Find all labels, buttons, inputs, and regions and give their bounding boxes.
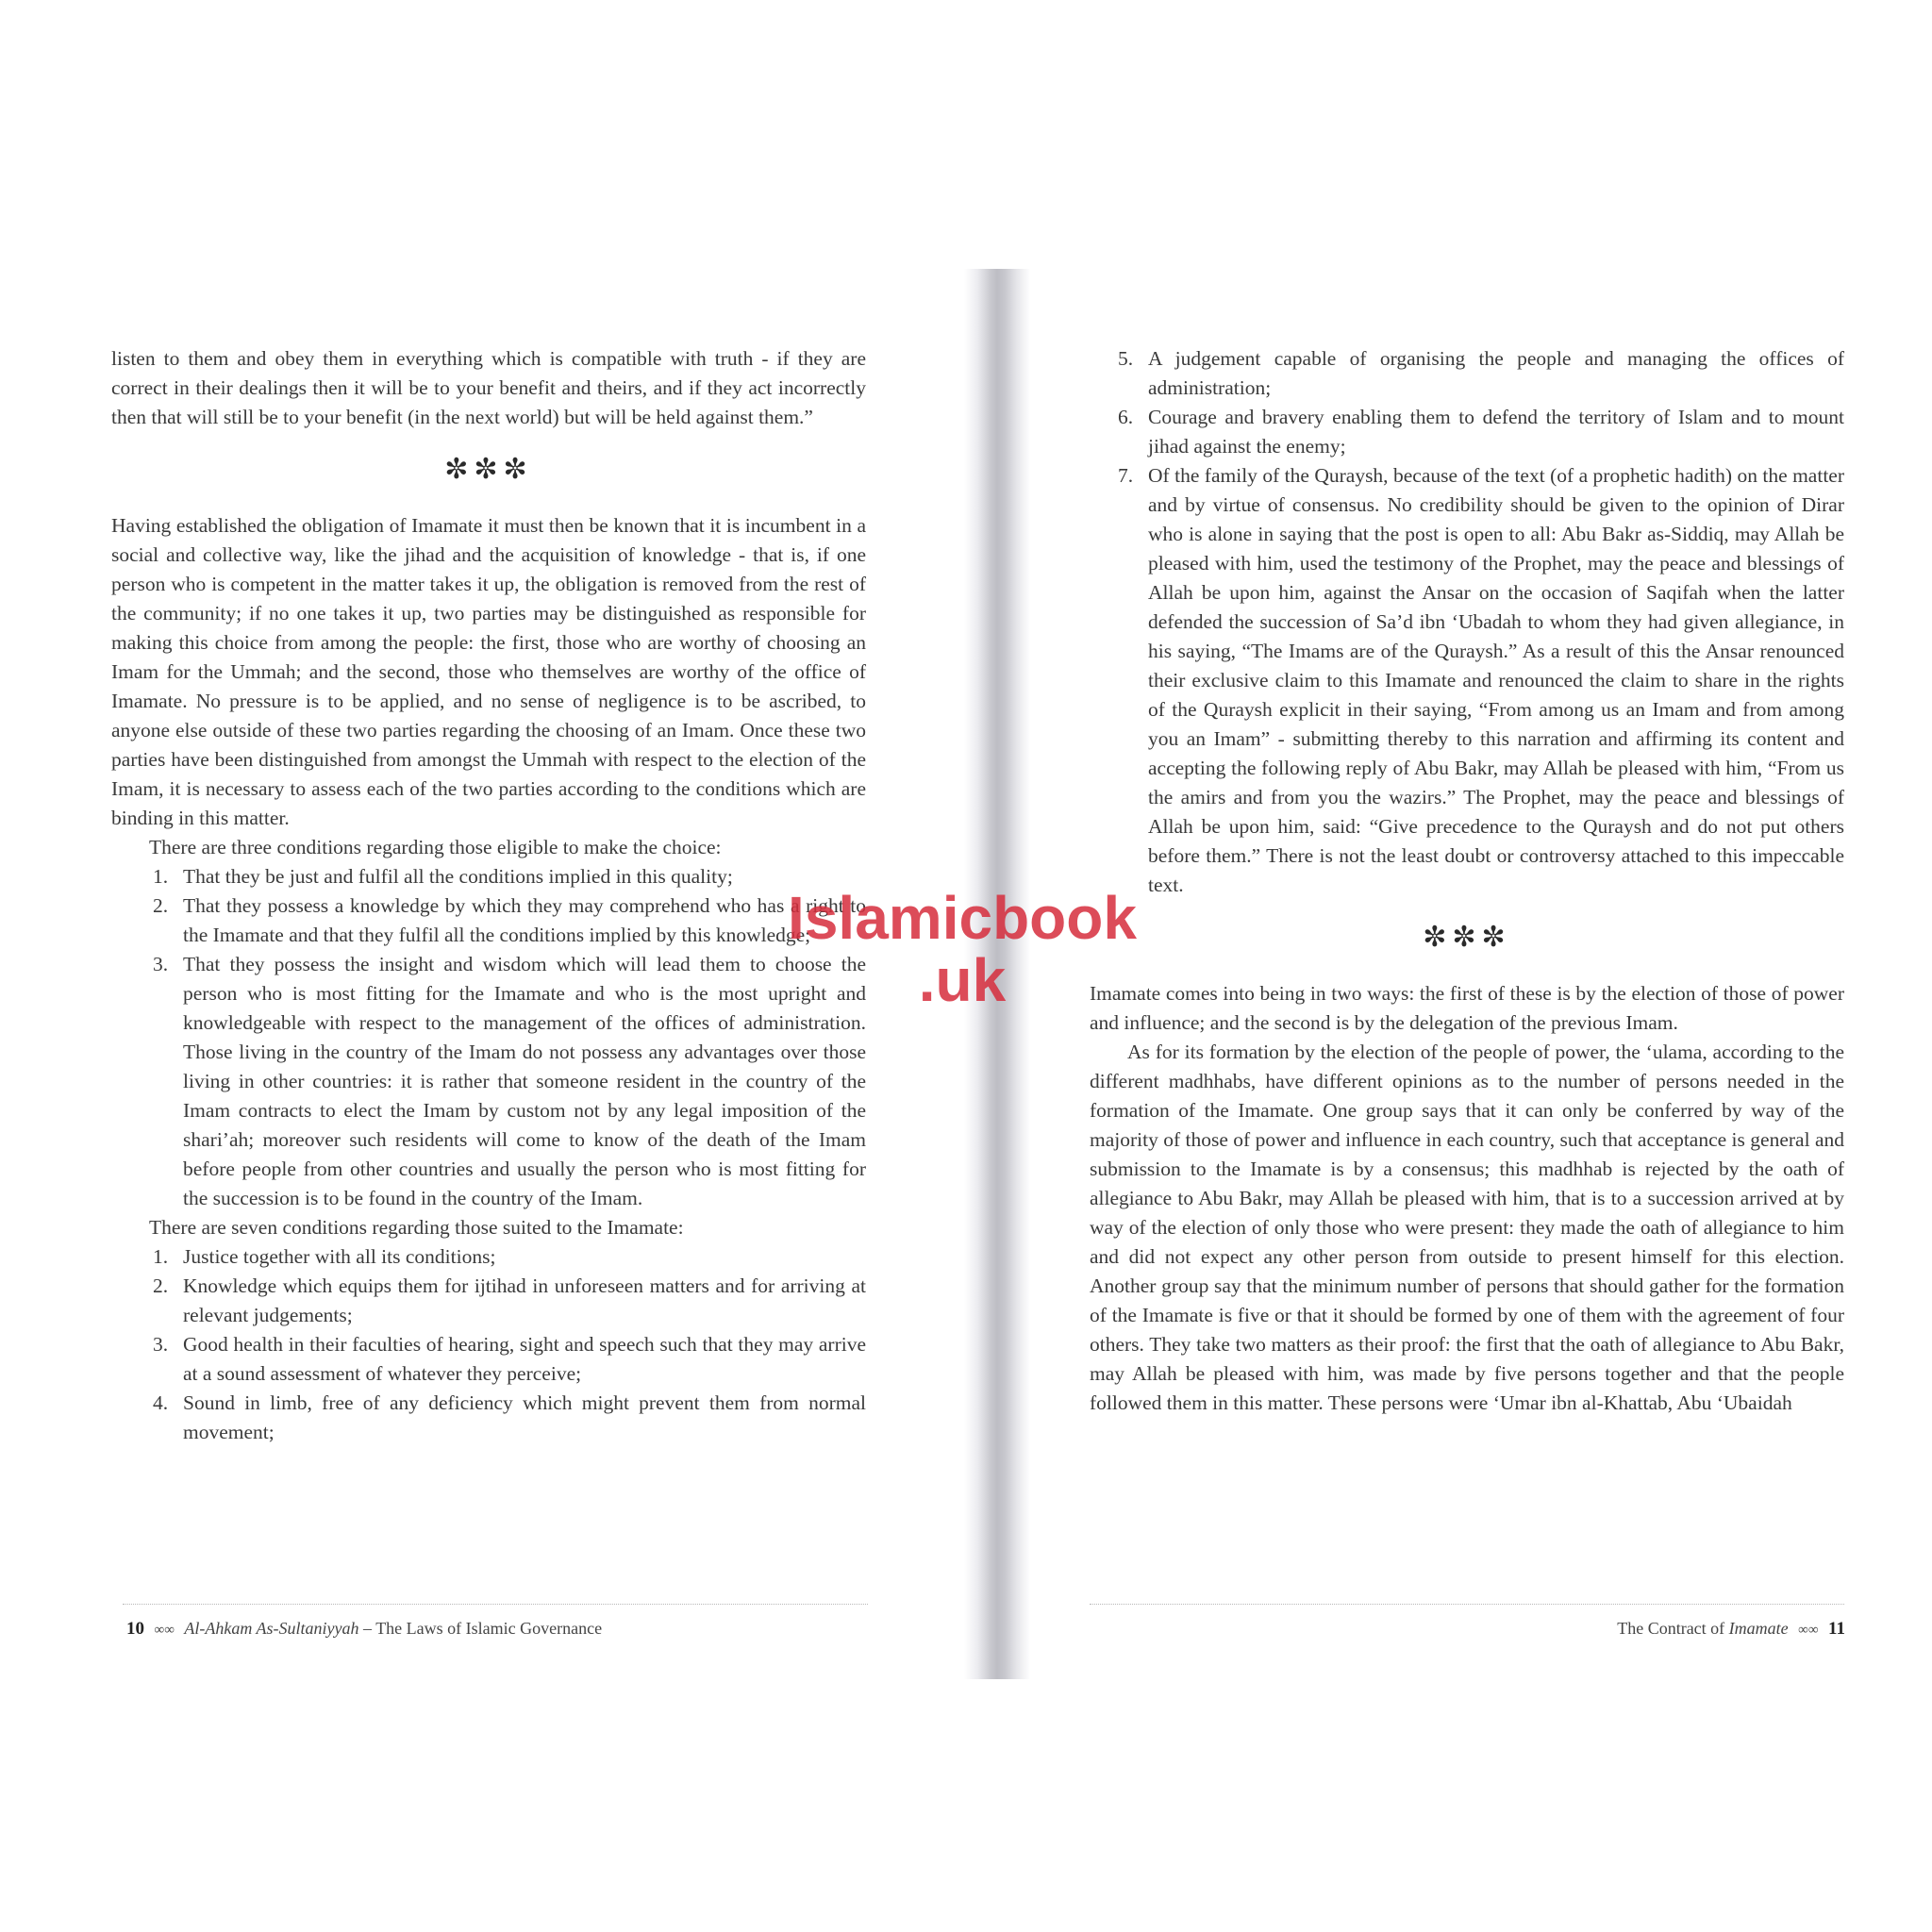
choosers-conditions-list — [111, 862, 866, 1213]
right-page-footer — [1617, 1616, 1845, 1642]
list-item: 5. A judgement capable of organising the people and managing the offices of administration; — [1118, 347, 1844, 399]
imamate-conditions-list-continued — [1090, 344, 1844, 900]
left-paragraph-2: Having established the obligation of Imamate it must then be known that it is incumbent in a social and collective way, like the jihad and the acquisition of knowledge - that is, if one person who is competent in the matter takes it up, the obligation is removed from the rest of the community; if no one takes it up, two parties may be distinguished as responsible for making this choice from among the people: the first, those who are worthy of choosing an Imam for the Ummah; and the second, those who themselves are worthy of the office of Imamate. No pressure is to be applied, and no sense of negligence is to be ascribed, to anyone else outside of these two parties regarding the choosing of an Imam. Once these two parties have been distinguished from amongst the Ummah with respect to the election of the Imam, it is necessary to assess each of the two parties according to the conditions which are binding in this matter. — [111, 514, 866, 829]
list-item: 1. Justice together with all its conditions; — [153, 1245, 496, 1268]
list-item: 6. Courage and bravery enabling them to defend the territory of Islam and to mount jihad against the enemy; — [1118, 406, 1844, 458]
left-paragraph-1: listen to them and obey them in everything which is compatible with truth - if they are correct in their dealings then it will be to your benefit and theirs, and if they act incorrectly then that will still be to your benefit (in the next world) but will be held against them.” — [111, 347, 866, 428]
watermark-line-1: Islamicbook — [788, 884, 1137, 952]
list-item: 4. Sound in limb, free of any deficiency which might prevent them from normal movement; — [153, 1391, 866, 1443]
right-page — [1090, 344, 1844, 1418]
right-paragraph-1: Imamate comes into being in two ways: the first of these is by the election of those of power and influence; and the second is by the delegation of the previous Imam. — [1090, 982, 1844, 1034]
page-number: 11 — [1828, 1619, 1845, 1639]
list-item: 7. Of the family of the Quraysh, because of the text (of a prophetic hadith) on the matter and by virtue of consensus. No credibility should be given to the opinion of Dirar who is alone in saying that the post is open to all: Abu Bakr as-Siddiq, may Allah be pleased with him, used the testimony of the Prophet, may the peace and blessings of Allah be upon him, against the Ansar on the occasion of Saqifah when the latter defended the succession of Sa’d ibn ‘Ubadah to whom they had given allegiance, in his saying, “The Imams are of the Quraysh.” As a result of this the Ansar renounced their exclusive claim to this Imamate and renounced the claim to share in the rights of the Quraysh explicit in their saying, “From among us an Imam and from among you an Imam” - submitting thereby to this narration and affirming its content and accepting the following reply of Abu Bakr, may Allah be pleased with him, “From us the amirs and from you the wazirs.” The Prophet, may the peace and blessings of Allah be upon him, said: “Give precedence to the Quraysh and do not put others before them.” There is not the least doubt or controversy attached to this impeccable text. — [1118, 464, 1844, 896]
ornament-icon: ∞∞ — [154, 1623, 175, 1638]
book-subtitle: – The Laws of Islamic Governance — [358, 1619, 603, 1638]
imamate-conditions-list — [111, 1242, 866, 1447]
right-paragraph-2: As for its formation by the election of the people of power, the ‘ulama, according to the different madhhabs, have different opinions as to the number of persons needed in the formation of the Imamate. One group says that it can only be conferred by way of the majority of those of power and influence in each country, such that acceptance is general and submission to the Imamate is by a consensus; this madhhab is rejected by the oath of allegiance to Abu Bakr, may Allah be pleased with him, that is to a succession arrived at by way of the election of only those who were present: they made the oath of allegiance to him and did not expect any other person from outside to present himself for this election. Another group say that the minimum number of persons that should gather for the formation of the Imamate is five or that it should be formed by one of them with the agreement of four others. They take two matters as their proof: the first that the oath of allegiance to Abu Bakr, may Allah be pleased with him, was made by five persons together and that the people followed them in this matter. These persons were ‘Umar ibn al-Khattab, Abu ‘Ubaidah — [1090, 1041, 1844, 1414]
watermark-line-2: .uk — [918, 946, 1007, 1014]
left-paragraph-4: There are seven conditions regarding those suited to the Imamate: — [149, 1216, 684, 1239]
chapter-title-italic: Imamate — [1728, 1619, 1789, 1638]
list-item: 2. That they possess a knowledge by which they may comprehend who has a right to the Imamate and that they fulfil all the conditions implied by this knowledge; — [153, 894, 866, 946]
right-footer-rule — [1090, 1604, 1844, 1605]
book-title: Al-Ahkam As-Sultaniyyah — [184, 1619, 359, 1638]
list-item: 2. Knowledge which equips them for ijtihad in unforeseen matters and for arriving at relevant judgements; — [153, 1274, 866, 1326]
book-spread — [0, 269, 1932, 1679]
left-page-footer — [126, 1616, 602, 1642]
ornament-icon: ∞∞ — [1798, 1623, 1819, 1638]
left-paragraph-3: There are three conditions regarding those eligible to make the choice: — [149, 836, 722, 858]
page-number: 10 — [126, 1619, 144, 1639]
left-footer-rule — [123, 1604, 868, 1605]
left-page — [111, 344, 866, 1447]
section-divider-stars: ✼✼✼ — [1423, 922, 1511, 953]
chapter-title: The Contract of — [1617, 1619, 1729, 1638]
list-item: 3. That they possess the insight and wisdom which will lead them to choose the person who is most fitting for the Imamate and who is the most upright and knowledgeable with respect to the management of the offices of administration. Those living in the country of the Imam do not possess any advantages over those living in other countries: it is rather that someone resident in the country of the Imam contracts to elect the Imam by custom not by any legal imposition of the shari’ah; moreover such residents will come to know of the death of the Imam before people from other countries and usually the person who is most fitting for the succession is to be found in the country of the Imam. — [153, 953, 866, 1209]
list-item: 1. That they be just and fulfil all the conditions implied in this quality; — [153, 865, 733, 888]
section-divider-stars: ✼✼✼ — [444, 454, 533, 485]
list-item: 3. Good health in their faculties of hearing, sight and speech such that they may arrive at a sound assessment of whatever they perceive; — [153, 1333, 866, 1385]
book-gutter — [964, 269, 1030, 1679]
